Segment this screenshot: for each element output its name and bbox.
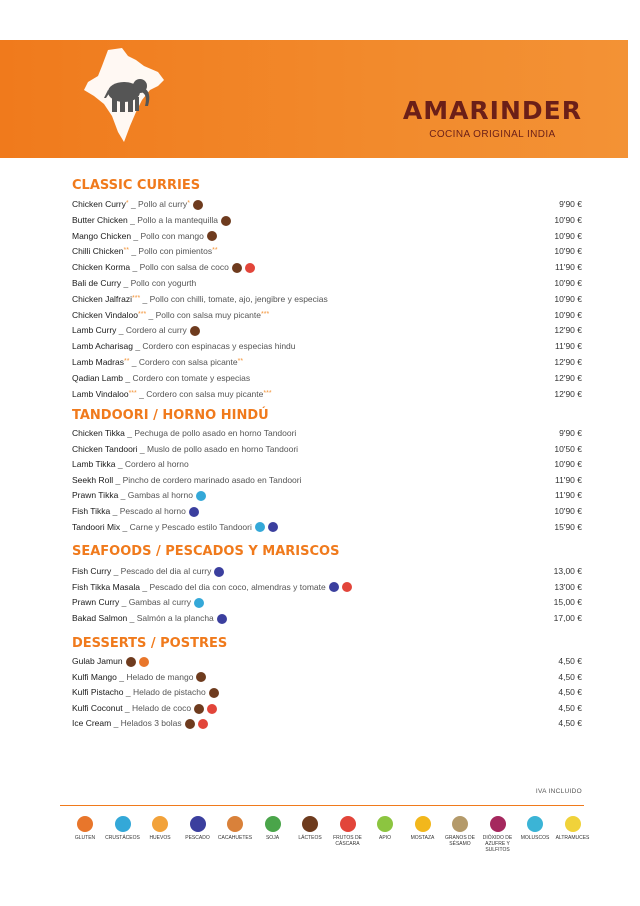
legend-label: SOJA xyxy=(265,835,280,841)
separator: _ xyxy=(120,521,130,532)
menu-item xyxy=(72,244,582,258)
dish-price: 11'90 € xyxy=(555,262,582,273)
menu-item xyxy=(72,488,582,502)
allergen-frutos-icon xyxy=(340,816,356,832)
dish-name: Prawn Tikka xyxy=(72,490,119,501)
dish-description: Cordero con salsa picante xyxy=(138,357,238,367)
spice-level: ** xyxy=(123,247,129,255)
allergen-crustaceos-icon xyxy=(255,522,265,532)
dish-price: 11'90 € xyxy=(555,341,582,352)
allergen-lacteos-icon xyxy=(221,216,231,226)
allergen-cacahuetes-icon xyxy=(227,816,243,832)
spice-level: ** xyxy=(237,358,244,365)
dish-name: Chicken Jalfrazi xyxy=(72,293,132,304)
dish-description: Gambas al horno xyxy=(127,490,193,501)
dish-description: Pincho de cordero marinado asado en Tandoori xyxy=(122,474,302,485)
menu-item xyxy=(72,276,582,290)
dish-price: 4,50 € xyxy=(558,718,582,729)
dish-price: 4,50 € xyxy=(558,671,582,682)
spice-level: *** xyxy=(132,294,141,302)
menu-item xyxy=(72,308,582,322)
allergen-pescado-icon xyxy=(268,522,278,532)
menu-item xyxy=(72,292,582,306)
legend-label: CACAHUETES xyxy=(217,835,253,841)
allergen-pescado-icon xyxy=(214,567,224,577)
dish-price: 13,00 € xyxy=(553,566,582,576)
dish-description: Pollo con chilli, tomate, ajo, jengibre y especias xyxy=(149,293,328,304)
dish-name: Seekh Roll xyxy=(72,474,114,485)
allergen-frutos-icon xyxy=(245,263,255,273)
menu-item xyxy=(72,197,582,211)
separator: _ xyxy=(140,293,150,304)
legend-item-gluten xyxy=(66,816,104,841)
dish-description: Pollo con salsa muy picante xyxy=(155,309,262,320)
allergen-sulfitos-icon xyxy=(490,816,506,832)
dish-price: 10'90 € xyxy=(554,214,582,225)
dish-description: Cordero con tomate y especias xyxy=(132,372,251,383)
dish-description: Pescado al horno xyxy=(119,506,186,516)
separator: _ xyxy=(122,702,133,713)
menu-item xyxy=(72,670,582,684)
dish-description: Pollo al curry xyxy=(138,199,188,209)
menu-item xyxy=(72,355,582,369)
legend-label: CRUSTÁCEOS xyxy=(105,835,140,841)
dish-price: 10'90 € xyxy=(554,293,582,304)
dish-name: Gulab Jamun xyxy=(72,656,123,666)
menu-item xyxy=(72,701,582,715)
dish-description: Cordero al curry xyxy=(125,325,187,336)
separator: _ xyxy=(123,372,133,383)
dish-description: Helado de mango xyxy=(126,671,194,682)
dish-name: Lamb Acharisag xyxy=(72,341,133,352)
brand-block xyxy=(403,96,582,140)
dish-name: Chicken Tikka xyxy=(72,428,125,438)
dish-name: Bali de Curry xyxy=(72,278,122,288)
legend-label: ALTRAMUCES xyxy=(555,835,590,841)
dish-name: Prawn Curry xyxy=(72,597,120,608)
allergen-pescado-icon xyxy=(189,507,199,517)
menu-item xyxy=(72,564,582,578)
dish-price: 10'90 € xyxy=(554,230,582,241)
separator: _ xyxy=(127,214,138,225)
spice-level: *** xyxy=(263,389,272,397)
dish-name: Chicken Vindaloo xyxy=(72,309,138,320)
dish-price: 9'90 € xyxy=(559,428,582,438)
separator: _ xyxy=(127,612,137,623)
allergen-frutos-icon xyxy=(207,704,217,714)
menu-item xyxy=(72,213,582,227)
menu-item xyxy=(72,654,582,668)
section-title: DESSERTS / POSTRES xyxy=(72,636,228,651)
separator: _ xyxy=(119,597,129,608)
spice-level: *** xyxy=(128,389,137,397)
dish-price: 4,50 € xyxy=(558,687,582,698)
dish-price: 17,00 € xyxy=(553,612,582,623)
dish-name: Tandoori Mix xyxy=(72,521,121,532)
dish-description: Helado de pistacho xyxy=(132,687,206,698)
restaurant-name: AMARINDER xyxy=(402,96,582,125)
dish-price: 10'90 € xyxy=(554,459,582,470)
section-title: CLASSIC CURRIES xyxy=(72,178,201,193)
dish-name: Lamb Madras xyxy=(72,357,124,367)
dish-name: Ice Cream xyxy=(72,718,112,729)
legend-label: GRANOS DE SÉSAMO xyxy=(444,835,475,847)
legend-label: MOLUSCOS xyxy=(520,835,550,841)
dish-description: Helado de coco xyxy=(132,702,192,713)
dish-name: Mango Chicken xyxy=(72,230,132,241)
dish-description: Helados 3 bolas xyxy=(120,718,182,729)
separator: _ xyxy=(132,341,143,352)
dish-price: 15,00 € xyxy=(553,597,582,608)
allergen-lacteos-icon xyxy=(126,657,136,667)
legend-item-huevos xyxy=(141,816,179,841)
restaurant-tagline: COCINA ORIGINAL INDIA xyxy=(429,129,556,140)
legend-label: HUEVOS xyxy=(149,835,171,841)
legend-item-crustaceos xyxy=(104,816,142,841)
dish-price: 4,50 € xyxy=(558,656,582,666)
allergen-gluten-icon xyxy=(139,657,149,667)
separator: _ xyxy=(111,718,121,729)
menu-item xyxy=(72,457,582,471)
separator: _ xyxy=(136,388,147,399)
dish-name: Chilli Chicken xyxy=(72,246,124,257)
allergen-lacteos-icon xyxy=(185,719,195,729)
spice-level: *** xyxy=(261,310,270,318)
separator: _ xyxy=(115,459,125,470)
legend-label: GLUTEN xyxy=(74,835,96,841)
legend-item-apio xyxy=(366,816,404,841)
allergen-moluscos-icon xyxy=(527,816,543,832)
dish-description: Pescado del dia al curry xyxy=(120,566,212,576)
separator: _ xyxy=(146,309,156,320)
allergen-lacteos-icon xyxy=(209,688,219,698)
allergen-legend xyxy=(66,816,596,866)
dish-price: 12'90 € xyxy=(554,325,582,336)
allergen-frutos-icon xyxy=(198,719,208,729)
dish-name: Kulfi Pistacho xyxy=(72,687,124,698)
dish-name: Chicken Tandoori xyxy=(72,443,138,454)
spice-level: * xyxy=(125,200,129,207)
dish-price: 12'90 € xyxy=(554,372,582,383)
dish-description: Pollo con salsa de coco xyxy=(139,262,229,273)
separator: _ xyxy=(129,357,139,367)
legend-item-sulfitos xyxy=(479,816,517,853)
dish-description: Cordero al horno xyxy=(124,459,189,470)
spice-level: *** xyxy=(138,310,147,318)
spice-level: ** xyxy=(212,247,218,255)
spice-level: * xyxy=(187,200,190,207)
dish-price: 11'90 € xyxy=(555,474,582,485)
legend-label: MOSTAZA xyxy=(410,835,435,841)
dish-description: Cordero con salsa muy picante xyxy=(146,388,264,399)
dish-name: Lamb Tikka xyxy=(72,459,116,470)
dish-name: Bakad Salmon xyxy=(72,612,128,623)
allergen-gluten-icon xyxy=(77,816,93,832)
menu-item xyxy=(72,595,582,609)
dish-description: Cordero con espinacas y especias hindu xyxy=(142,341,296,352)
dish-name: Fish Curry xyxy=(72,566,112,576)
spice-level: ** xyxy=(123,358,130,365)
allergen-sesamo-icon xyxy=(452,816,468,832)
menu-item xyxy=(72,229,582,243)
legend-item-moluscos xyxy=(516,816,554,841)
legend-label: FRUTOS DE CÁSCARA xyxy=(333,835,362,847)
allergen-crustaceos-icon xyxy=(196,491,206,501)
menu-item xyxy=(72,685,582,699)
dish-name: Qadian Lamb xyxy=(72,372,124,383)
dish-price: 13'00 € xyxy=(554,581,582,592)
menu-item xyxy=(72,611,582,625)
separator: _ xyxy=(128,199,139,209)
separator: _ xyxy=(131,230,141,241)
dish-description: Muslo de pollo asado en horno Tandoori xyxy=(146,443,299,454)
dish-price: 10'90 € xyxy=(554,246,582,257)
dish-price: 9'90 € xyxy=(559,199,582,209)
menu-item xyxy=(72,339,582,353)
allergen-lacteos-icon xyxy=(207,231,217,241)
allergen-soja-icon xyxy=(265,816,281,832)
dish-description: Pollo con mango xyxy=(140,230,204,241)
allergen-frutos-icon xyxy=(342,582,352,592)
allergen-lacteos-icon xyxy=(302,816,318,832)
separator: _ xyxy=(118,490,128,501)
separator: _ xyxy=(111,566,121,576)
dish-name: Lamb Vindaloo xyxy=(72,388,129,399)
allergen-lacteos-icon xyxy=(194,704,204,714)
legend-label: DIÓXIDO DE AZUFRE Y SULFITOS xyxy=(482,835,513,853)
separator: _ xyxy=(116,671,127,682)
footer-divider xyxy=(60,805,584,806)
separator: _ xyxy=(140,581,150,592)
legend-item-frutos xyxy=(329,816,367,847)
dish-price: 12'90 € xyxy=(554,357,582,367)
section-title: TANDOORI / HORNO HINDÚ xyxy=(72,408,269,423)
dish-price: 10'90 € xyxy=(554,506,582,516)
separator: _ xyxy=(124,428,135,438)
separator: _ xyxy=(113,474,123,485)
allergen-lacteos-icon xyxy=(196,672,206,682)
legend-item-altramuces xyxy=(554,816,592,841)
section-title: SEAFOODS / PESCADOS Y MARISCOS xyxy=(72,544,340,559)
dish-name: Chicken Curry xyxy=(72,199,126,209)
dish-name: Kulfi Mango xyxy=(72,671,117,682)
separator: _ xyxy=(128,246,139,257)
dish-description: Gambas al curry xyxy=(128,597,192,608)
separator: _ xyxy=(116,325,126,336)
menu-item xyxy=(72,520,582,534)
legend-item-soja xyxy=(254,816,292,841)
dish-description: Salmón a la plancha xyxy=(136,612,214,623)
dish-price: 4,50 € xyxy=(558,702,582,713)
menu-item xyxy=(72,371,582,385)
legend-label: PESCADO xyxy=(185,835,210,841)
allergen-apio-icon xyxy=(377,816,393,832)
separator: _ xyxy=(123,687,133,698)
menu-item xyxy=(72,426,582,440)
allergen-pescado-icon xyxy=(190,816,206,832)
legend-item-mostaza xyxy=(404,816,442,841)
allergen-lacteos-icon xyxy=(190,326,200,336)
legend-item-pescado xyxy=(179,816,217,841)
dish-price: 12'90 € xyxy=(554,388,582,399)
separator: _ xyxy=(121,278,131,288)
dish-price: 11'90 € xyxy=(555,490,582,501)
iva-note: IVA INCLUIDO xyxy=(535,788,582,795)
dish-name: Fish Tikka Masala xyxy=(72,581,141,592)
legend-item-cacahuetes xyxy=(216,816,254,841)
dish-price: 10'50 € xyxy=(554,443,582,454)
menu-item xyxy=(72,260,582,274)
dish-price: 15'90 € xyxy=(554,521,582,532)
separator: _ xyxy=(130,262,140,273)
dish-name: Chicken Korma xyxy=(72,262,131,273)
allergen-pescado-icon xyxy=(329,582,339,592)
dish-description: Pechuga de pollo asado en horno Tandoori xyxy=(134,428,297,438)
allergen-altramuces-icon xyxy=(565,816,581,832)
allergen-crustaceos-icon xyxy=(194,598,204,608)
menu-item xyxy=(72,716,582,730)
allergen-crustaceos-icon xyxy=(115,816,131,832)
dish-description: Carne y Pescado estilo Tandoori xyxy=(129,521,252,532)
menu-item xyxy=(72,504,582,518)
dish-description: Pollo con pimientos xyxy=(138,246,213,257)
dish-description: Pollo con yogurth xyxy=(130,278,197,288)
dish-description: Pollo a la mantequilla xyxy=(137,214,219,225)
menu-item xyxy=(72,387,582,401)
menu-item xyxy=(72,473,582,487)
dish-name: Lamb Curry xyxy=(72,325,117,336)
india-map-elephant-logo xyxy=(78,46,168,146)
legend-item-sesamo xyxy=(441,816,479,847)
dish-name: Butter Chicken xyxy=(72,214,128,225)
legend-item-lacteos xyxy=(291,816,329,841)
allergen-lacteos-icon xyxy=(193,200,203,210)
menu-page xyxy=(0,40,628,864)
dish-description: Pescado del dia con coco, almendras y tomate xyxy=(149,581,326,592)
legend-label: LÁCTEOS xyxy=(298,835,322,841)
menu-item xyxy=(72,442,582,456)
legend-label: APIO xyxy=(379,835,391,841)
dish-price: 10'90 € xyxy=(554,278,582,288)
allergen-huevos-icon xyxy=(152,816,168,832)
allergen-pescado-icon xyxy=(217,614,227,624)
separator: _ xyxy=(110,506,120,516)
allergen-lacteos-icon xyxy=(232,263,242,273)
allergen-mostaza-icon xyxy=(415,816,431,832)
menu-item xyxy=(72,580,582,594)
dish-name: Kulfi Coconut xyxy=(72,702,123,713)
header-banner xyxy=(0,40,628,158)
dish-price: 10'90 € xyxy=(554,309,582,320)
menu-item xyxy=(72,323,582,337)
separator: _ xyxy=(137,443,147,454)
dish-name: Fish Tikka xyxy=(72,506,111,516)
